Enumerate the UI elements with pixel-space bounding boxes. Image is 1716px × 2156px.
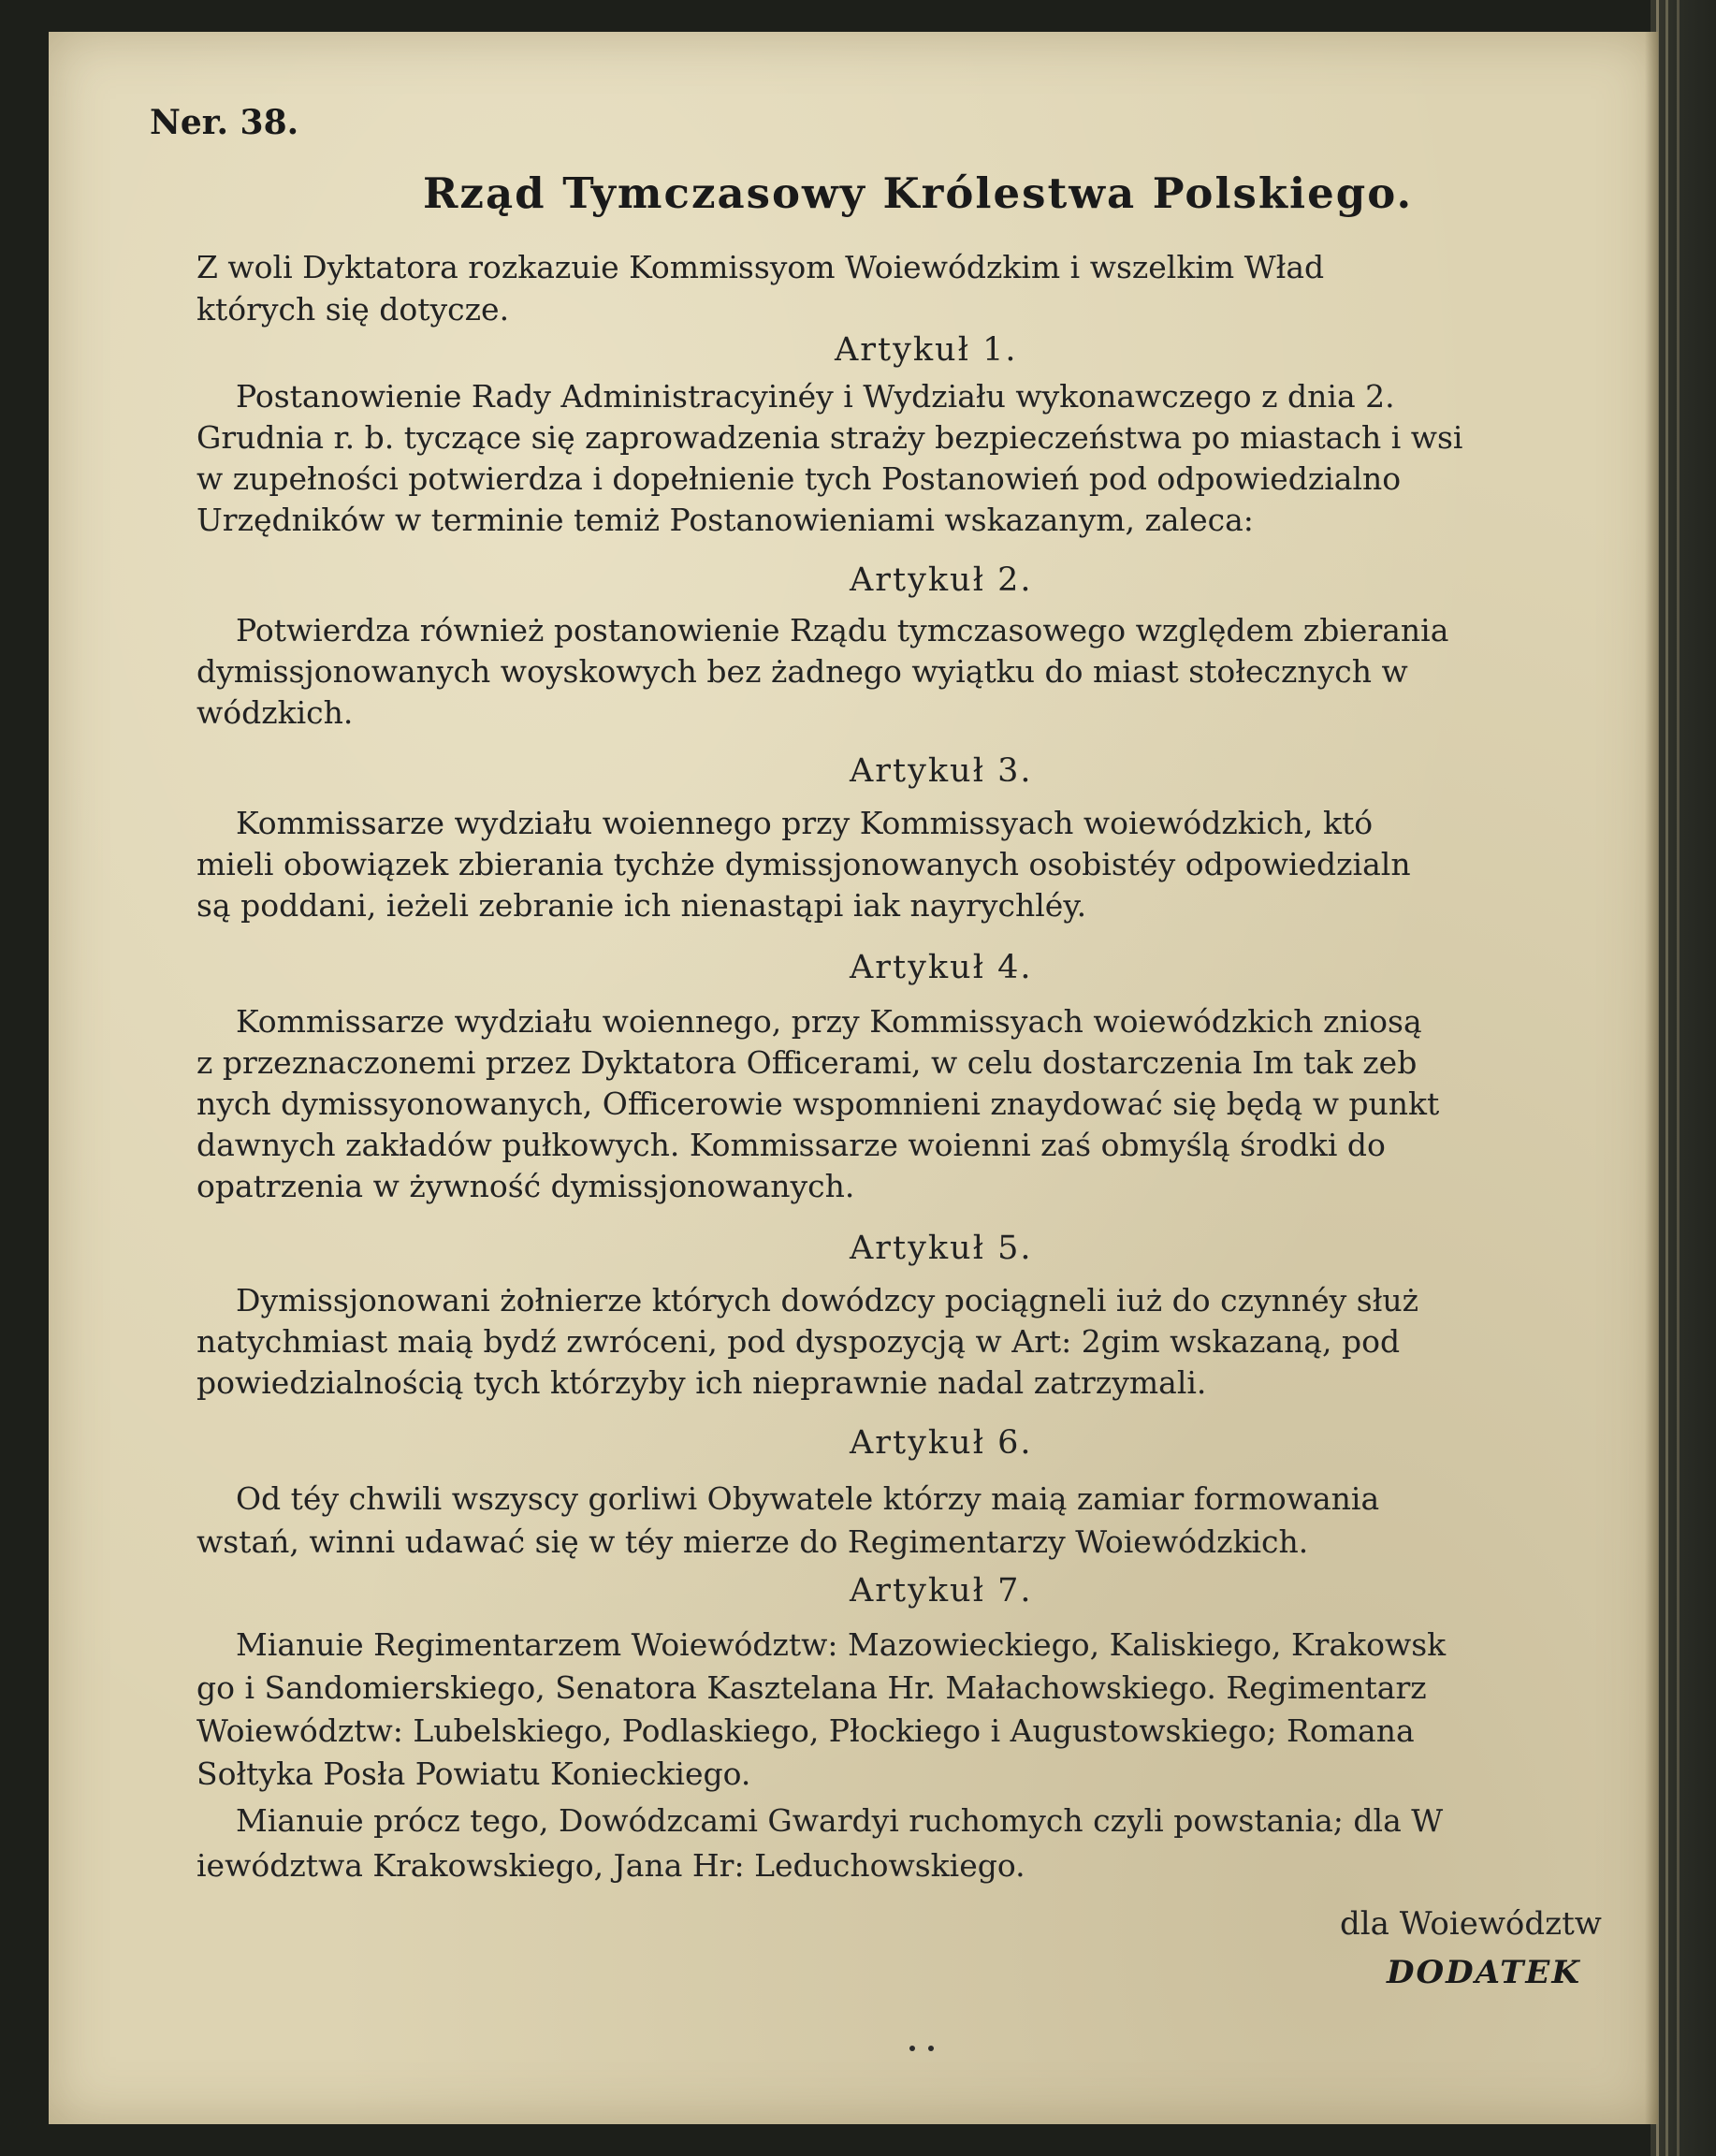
article-heading: Artykuł 7. <box>850 1572 1033 1610</box>
intro-line: Z woli Dyktatora rozkazuie Kommissyom Woiewódzkim i wszelkim Wład <box>196 249 1325 285</box>
page-stack-edge <box>1651 0 1716 2156</box>
article-line: nych dymissyonowanych, Officerowie wspomnieni znaydować się będą w punkt <box>196 1085 1440 1122</box>
article-line: Potwierdza również postanowienie Rządu tymczasowego względem zbierania <box>236 612 1449 648</box>
article-line: go i Sandomierskiego, Senatora Kasztelana Hr. Małachowskiego. Regimentarz <box>196 1669 1427 1706</box>
addendum-catchword: DODATEK <box>1387 1954 1581 1991</box>
article-line: Mianuie Regimentarzem Woiewództw: Mazowieckiego, Kaliskiego, Krakowsk <box>236 1626 1447 1663</box>
article-line: Kommissarze wydziału woiennego, przy Kommissyach woiewódzkich zniosą <box>236 1003 1422 1040</box>
article-line: dawnych zakładów pułkowych. Kommissarze woienni zaś obmyślą środki do <box>196 1127 1386 1163</box>
article-heading: Artykuł 3. <box>850 752 1033 790</box>
document-page <box>49 32 1658 2124</box>
signature-line: dla Woiewództw <box>1340 1905 1602 1943</box>
page-edge-line <box>1677 0 1680 2156</box>
article-line: Mianuie prócz tego, Dowódzcami Gwardyi ruchomych czyli powstania; dla W <box>236 1802 1444 1839</box>
article-line: dymissjonowanych woyskowych bez żadnego wyiątku do miast stołecznych w <box>196 653 1408 690</box>
article-line: Sołtyka Posła Powiatu Konieckiego. <box>196 1755 751 1792</box>
document-title: Rząd Tymczasowy Królestwa Polskiego. <box>423 168 1414 218</box>
article-line: Dymissjonowani żołnierze których dowódzcy pociągneli iuż do czynnéy służ <box>236 1282 1419 1318</box>
article-line: iewództwa Krakowskiego, Jana Hr: Leduchowskiego. <box>196 1847 1025 1884</box>
article-line: Grudnia r. b. tyczące się zaprowadzenia straży bezpieczeństwa po miastach i wsi <box>196 419 1463 456</box>
page-edge-line <box>1665 0 1668 2156</box>
article-heading: Artykuł 2. <box>850 561 1033 599</box>
page-shadow-edge <box>1645 32 1658 2124</box>
ink-dot <box>909 2046 915 2051</box>
article-line: wódzkich. <box>196 694 354 731</box>
article-line: opatrzenia w żywność dymissjonowanych. <box>196 1168 855 1204</box>
article-heading: Artykuł 5. <box>850 1230 1033 1267</box>
article-heading: Artykuł 1. <box>835 331 1018 369</box>
article-line: mieli obowiązek zbierania tychże dymissjonowanych osobistéy odpowiedzialn <box>196 846 1411 882</box>
intro-line: których się dotycze. <box>196 291 510 328</box>
ink-dot <box>928 2046 934 2051</box>
article-line: Od téy chwili wszyscy gorliwi Obywatele którzy maią zamiar formowania <box>236 1480 1380 1517</box>
article-line: Kommissarze wydziału woiennego przy Kommissyach woiewódzkich, któ <box>236 805 1374 841</box>
article-line: w zupełności potwierdza i dopełnienie tych Postanowień pod odpowiedzialno <box>196 460 1402 497</box>
article-line: Urzędników w terminie temiż Postanowieniami wskazanym, zaleca: <box>196 502 1254 538</box>
article-line: są poddani, ieżeli zebranie ich nienastąpi iak nayrychléy. <box>196 887 1087 924</box>
article-heading: Artykuł 4. <box>850 949 1033 986</box>
article-line: z przeznaczonemi przez Dyktatora Officerami, w celu dostarczenia Im tak zeb <box>196 1044 1418 1081</box>
article-line: wstań, winni udawać się w téy mierze do Regimentarzy Woiewódzkich. <box>196 1523 1309 1560</box>
article-heading: Artykuł 6. <box>850 1424 1033 1462</box>
document-number: Ner. 38. <box>150 103 299 142</box>
article-line: Postanowienie Rady Administracyinéy i Wydziału wykonawczego z dnia 2. <box>236 378 1395 415</box>
article-line: powiedzialnością tych którzyby ich nieprawnie nadal zatrzymali. <box>196 1364 1207 1401</box>
article-line: Woiewództw: Lubelskiego, Podlaskiego, Płockiego i Augustowskiego; Romana <box>196 1712 1415 1749</box>
article-line: natychmiast maią bydź zwróceni, pod dyspozycją w Art: 2gim wskazaną, pod <box>196 1323 1401 1360</box>
